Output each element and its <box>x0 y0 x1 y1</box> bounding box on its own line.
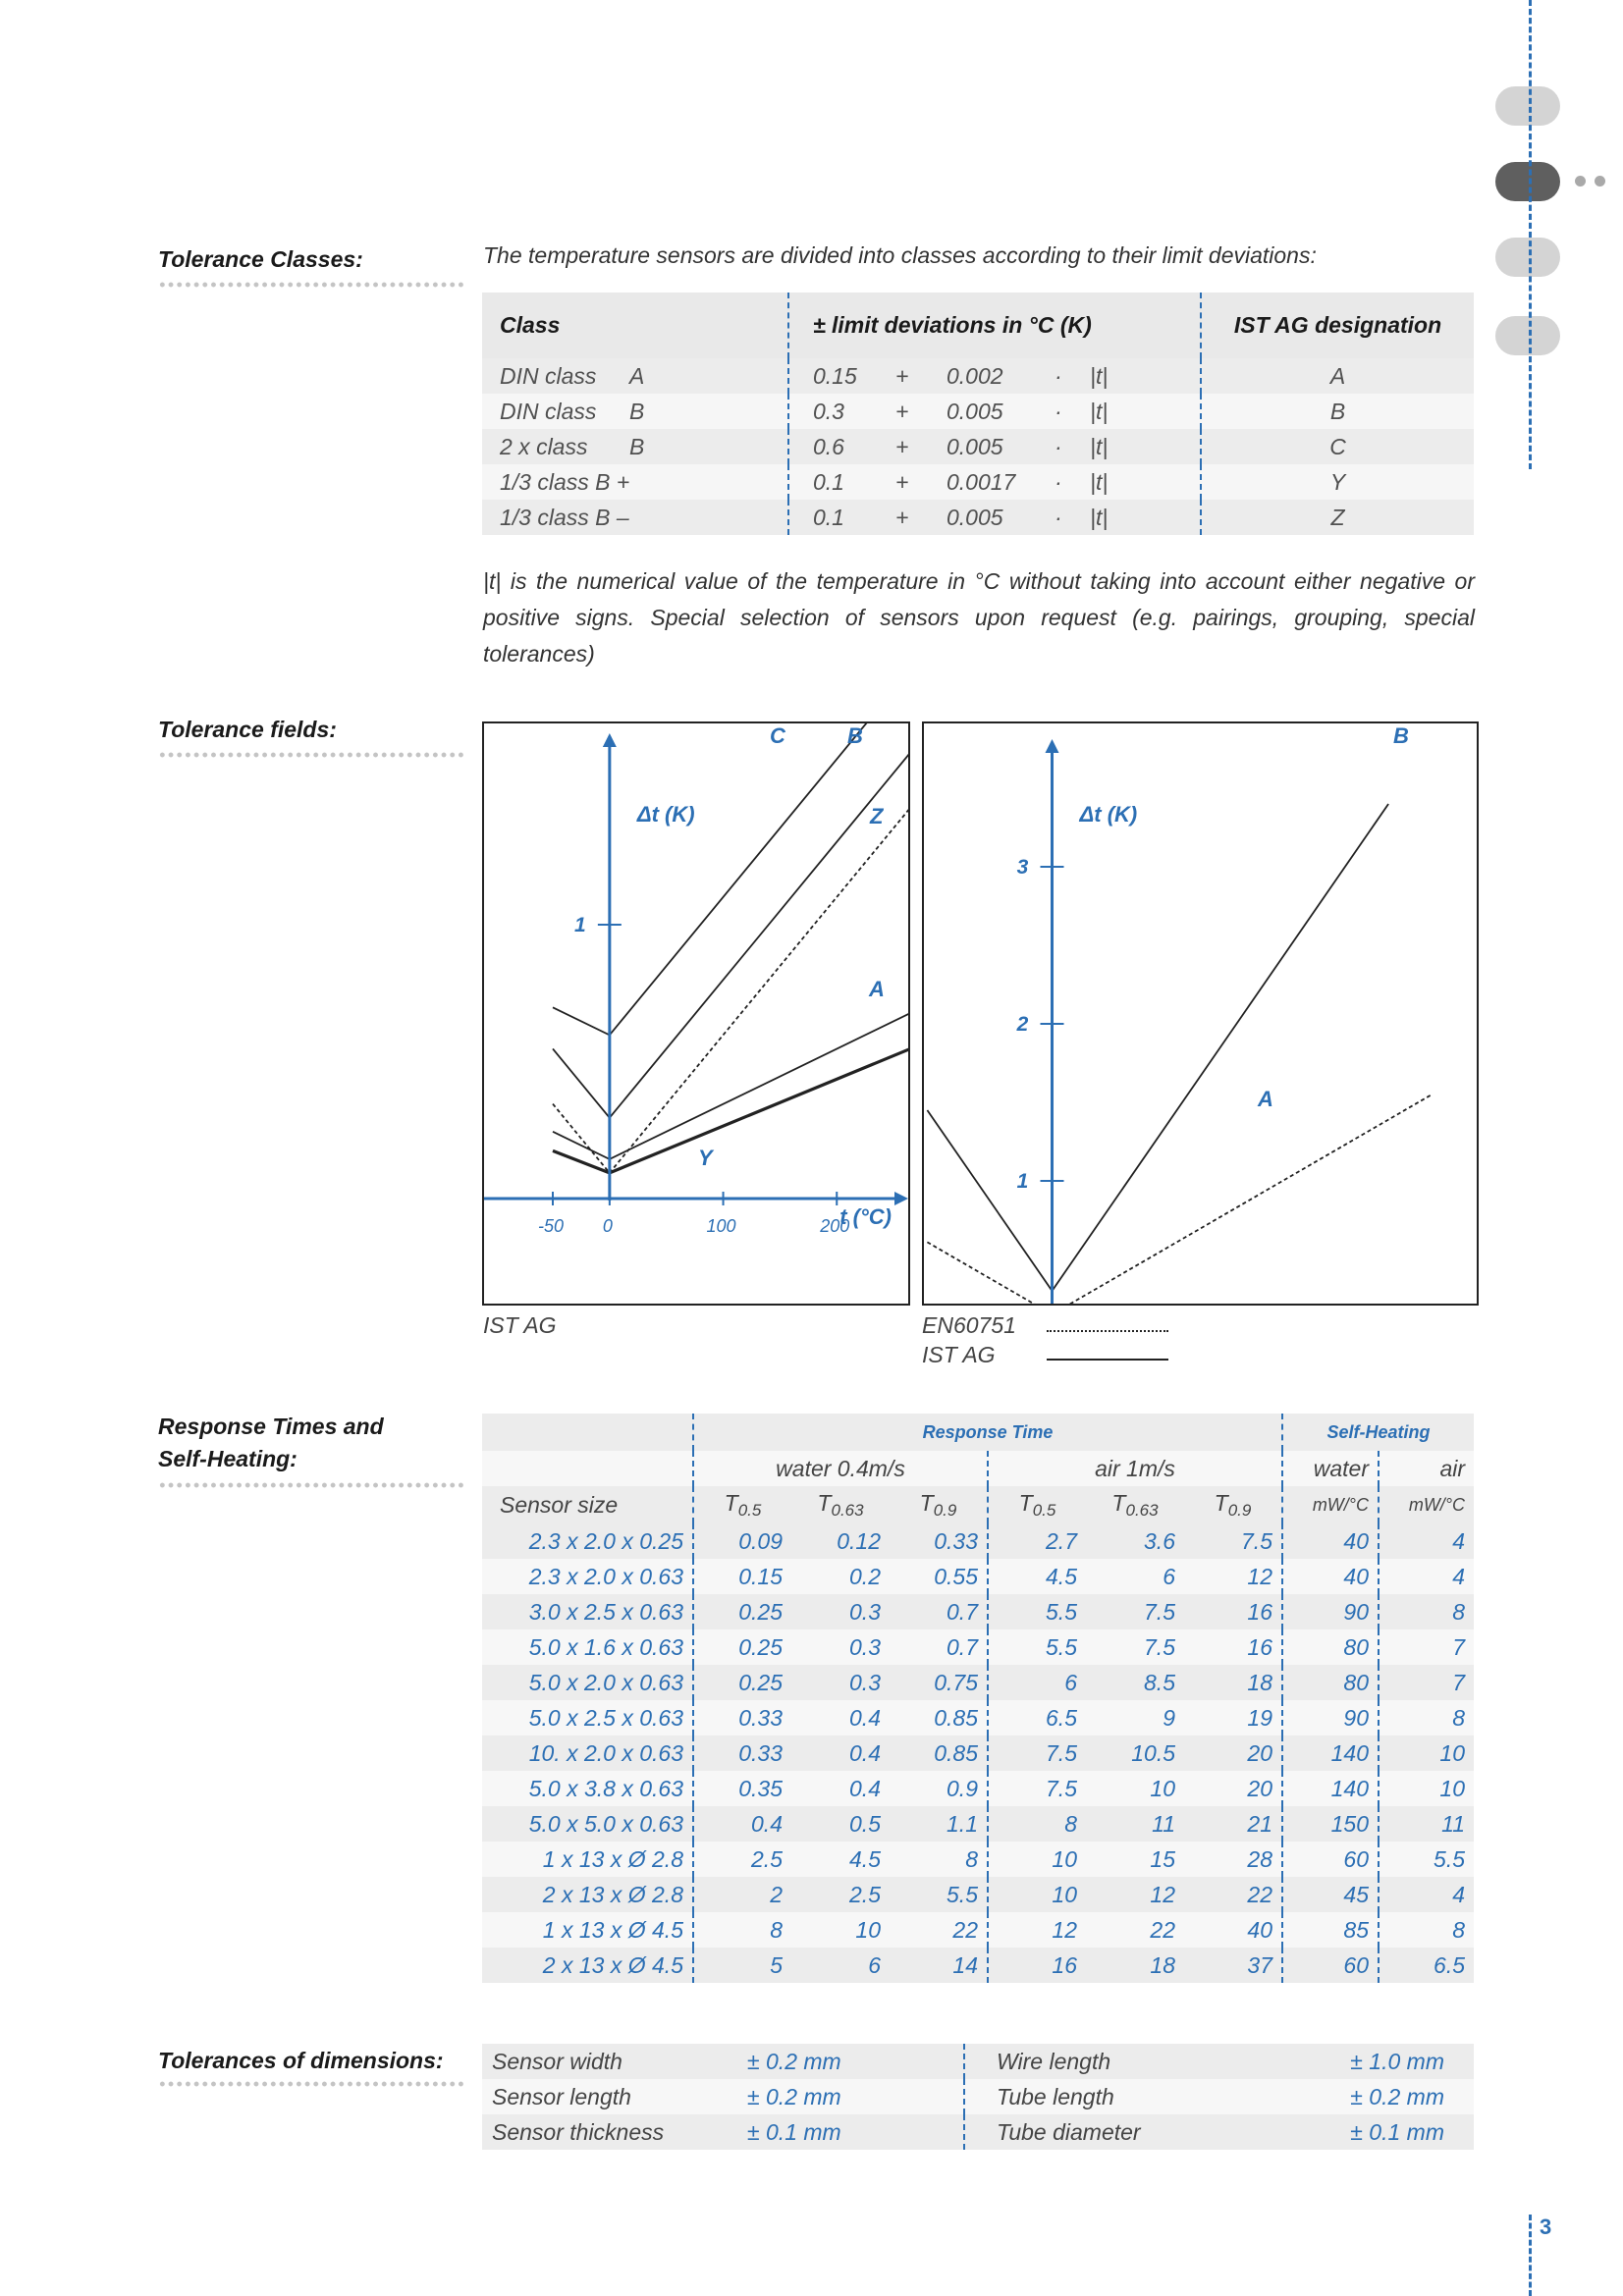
value-cell: 12 <box>1184 1559 1282 1594</box>
legend-istag-label: IST AG <box>922 1342 996 1367</box>
value-cell: 8 <box>770 1916 783 1943</box>
nav-pill-active <box>1495 162 1560 201</box>
page-number: 3 <box>1540 2215 1552 2239</box>
value-cell: 0.5 <box>849 1810 881 1837</box>
value-cell: 0.75 <box>890 1665 988 1700</box>
header-sensor-size: Sensor size <box>482 1486 693 1523</box>
t-subscript: 0.9 <box>933 1500 957 1520</box>
table-row <box>482 1806 1474 1842</box>
x-axis-label: t (°C) <box>839 1204 892 1229</box>
section-title-tolerance-classes: Tolerance Classes: <box>158 246 363 272</box>
dev-a: 0.1 <box>813 504 844 530</box>
sensor-size-cell: 2 x 13 x Ø 2.8 <box>482 1877 693 1912</box>
value-cell: 10 <box>1052 1881 1077 1907</box>
t-subscript: 0.63 <box>831 1500 864 1520</box>
class-table-body <box>482 358 1474 535</box>
value-cell: 40 <box>1282 1523 1379 1559</box>
value-cell: 0.2 <box>849 1563 881 1589</box>
value-cell: 40 <box>1282 1559 1379 1594</box>
value-cell: 22 <box>1150 1916 1175 1943</box>
value-cell: 7.5 <box>1144 1598 1175 1625</box>
y-axis-label: Δt (K) <box>1079 802 1138 827</box>
sensor-size-cell: 5.0 x 2.0 x 0.63 <box>482 1665 693 1700</box>
value-cell: 4.5 <box>1046 1563 1077 1589</box>
dev-dot: · <box>1055 398 1062 424</box>
table-row <box>482 1842 1474 1877</box>
value-cell: 60 <box>1282 1842 1379 1877</box>
sensor-size-cell: 1 x 13 x Ø 2.8 <box>482 1842 693 1877</box>
section-title-line1: Response Times and <box>158 1414 384 1439</box>
value-cell: 2.5 <box>849 1881 881 1907</box>
y-tick-label: 1 <box>1016 1170 1029 1193</box>
class-name: 2 x class <box>500 433 588 459</box>
y-axis-arrow <box>1046 739 1059 753</box>
sensor-size-cell: 10. x 2.0 x 0.63 <box>482 1735 693 1771</box>
x-axis-arrow <box>894 1192 908 1205</box>
value-cell: 5 <box>770 1951 783 1978</box>
value-cell: 0.85 <box>890 1700 988 1735</box>
class-table <box>482 293 1474 535</box>
value-cell: 7.5 <box>1144 1633 1175 1660</box>
dev-b: 0.005 <box>947 504 1003 530</box>
value-cell: 0.25 <box>738 1598 783 1625</box>
sensor-size-cell: 5.0 x 1.6 x 0.63 <box>482 1629 693 1665</box>
value-cell: 10 <box>1439 1775 1466 1801</box>
value-cell: 90 <box>1282 1700 1379 1735</box>
dimensions-table <box>482 2044 1474 2150</box>
nav-pill <box>1495 238 1560 277</box>
value-cell: 4 <box>1452 1881 1466 1907</box>
dim-label: Tube diameter <box>997 2118 1141 2145</box>
header-t-0.5 <box>693 1486 791 1523</box>
response-header-columns <box>482 1486 1474 1523</box>
section-title-tolerances-dimensions: Tolerances of dimensions: <box>158 2048 444 2073</box>
value-cell: 20 <box>1184 1735 1282 1771</box>
class-table-row <box>482 394 1474 429</box>
value-cell: 0.12 <box>837 1527 881 1554</box>
dim-label: Tube length <box>997 2083 1114 2109</box>
value-cell: 21 <box>1184 1806 1282 1842</box>
header-unit: mW/°C <box>1282 1486 1379 1523</box>
class-name: 1/3 class B + <box>500 468 630 495</box>
t-subscript: 0.63 <box>1125 1500 1159 1520</box>
legend-en60751-line <box>1047 1330 1168 1332</box>
section-divider <box>158 282 465 288</box>
header-self-heating: Self-Heating <box>1282 1414 1474 1451</box>
chart-right <box>922 721 1479 1306</box>
value-cell: 0.3 <box>849 1669 881 1695</box>
section-divider <box>158 752 465 758</box>
class-table-header <box>482 293 1474 358</box>
value-cell: 12 <box>1052 1916 1077 1943</box>
value-cell: 6.5 <box>1434 1951 1466 1978</box>
dev-t: |t| <box>1090 398 1109 424</box>
value-cell: 0.7 <box>890 1629 988 1665</box>
dim-value: ± 0.1 mm <box>1350 2118 1444 2145</box>
value-cell: 2.7 <box>1046 1527 1077 1554</box>
value-cell: 40 <box>1184 1912 1282 1948</box>
side-dashed-line-2 <box>1529 0 1532 469</box>
t-subscript: 0.5 <box>737 1500 762 1520</box>
dev-op: + <box>895 398 909 424</box>
nav-dot <box>1575 176 1586 187</box>
y-tick-label: 3 <box>1016 856 1029 879</box>
response-table-body <box>482 1523 1474 1983</box>
value-cell: 10 <box>1150 1775 1175 1801</box>
deviation-cell <box>789 500 1202 535</box>
value-cell: 10 <box>1439 1739 1466 1766</box>
value-cell: 0.09 <box>738 1527 783 1554</box>
class-table-row <box>482 429 1474 464</box>
value-cell: 7.5 <box>1046 1739 1077 1766</box>
value-cell: 60 <box>1282 1948 1379 1983</box>
response-header-group <box>482 1414 1474 1451</box>
deviation-cell <box>789 358 1202 394</box>
value-cell: 4 <box>1452 1527 1466 1554</box>
table-row <box>482 1877 1474 1912</box>
series-label-z: Z <box>870 804 884 828</box>
section-title-response-times <box>158 1411 384 1475</box>
class-name: 1/3 class B – <box>500 504 629 530</box>
value-cell: 19 <box>1184 1700 1282 1735</box>
y-axis-label: Δt (K) <box>636 802 695 827</box>
t-symbol: T <box>1111 1489 1126 1516</box>
dev-t: |t| <box>1090 362 1109 389</box>
value-cell: 80 <box>1282 1665 1379 1700</box>
dim-label: Wire length <box>997 2048 1111 2074</box>
class-table-row <box>482 464 1474 500</box>
designation-cell: Z <box>1330 504 1345 530</box>
response-header-medium <box>482 1451 1474 1486</box>
table-row <box>482 1594 1474 1629</box>
value-cell: 9 <box>1163 1704 1175 1731</box>
value-cell: 7 <box>1452 1669 1466 1695</box>
dev-dot: · <box>1055 504 1062 530</box>
class-name: DIN class <box>500 398 597 424</box>
value-cell: 7.5 <box>1184 1523 1282 1559</box>
value-cell: 6 <box>868 1951 881 1978</box>
dev-b: 0.0017 <box>947 468 1016 495</box>
series-label-c: C <box>770 723 785 748</box>
value-cell: 0.4 <box>751 1810 783 1837</box>
value-cell: 6.5 <box>1046 1704 1077 1731</box>
t-subscript: 0.5 <box>1032 1500 1056 1520</box>
value-cell: 1.1 <box>890 1806 988 1842</box>
dev-op: + <box>895 504 909 530</box>
dim-value: ± 0.2 mm <box>747 2079 965 2114</box>
header-t-0.9 <box>890 1486 988 1523</box>
class-letter: B <box>629 433 645 459</box>
class-table-row <box>482 358 1474 394</box>
legend-en60751-label: EN60751 <box>922 1312 1016 1338</box>
value-cell: 0.33 <box>890 1523 988 1559</box>
dim-value: ± 1.0 mm <box>1350 2048 1444 2074</box>
dimension-row <box>482 2044 1474 2079</box>
value-cell: 37 <box>1184 1948 1282 1983</box>
header-air: air 1m/s <box>988 1451 1282 1486</box>
header-sh-air: air <box>1379 1451 1474 1486</box>
deviation-cell <box>789 429 1202 464</box>
value-cell: 3.6 <box>1144 1527 1175 1554</box>
series-line-b <box>553 723 908 1118</box>
dim-value: ± 0.1 mm <box>747 2114 965 2150</box>
value-cell: 28 <box>1184 1842 1282 1877</box>
value-cell: 2.5 <box>751 1845 783 1872</box>
value-cell: 0.4 <box>849 1775 881 1801</box>
t-subscript: 0.9 <box>1227 1500 1252 1520</box>
value-cell: 5.5 <box>1434 1845 1466 1872</box>
value-cell: 85 <box>1282 1912 1379 1948</box>
header-t-0.63 <box>1086 1486 1184 1523</box>
value-cell: 8 <box>1452 1916 1466 1943</box>
value-cell: 0.33 <box>738 1739 783 1766</box>
deviation-cell <box>789 394 1202 429</box>
value-cell: 18 <box>1150 1951 1175 1978</box>
value-cell: 18 <box>1184 1665 1282 1700</box>
value-cell: 4 <box>1452 1563 1466 1589</box>
note-text: |t| is the numerical value of the temperature in °C without taking into account either negative or positive signs. Special selection of sensors upon request (e.g. pairings, grouping, special tolerances) <box>483 568 1475 667</box>
series-line-a <box>553 993 908 1159</box>
dev-op: + <box>895 362 909 389</box>
class-cell <box>482 429 789 464</box>
dev-a: 0.1 <box>813 468 844 495</box>
section-divider <box>158 1482 465 1488</box>
dev-b: 0.002 <box>947 362 1003 389</box>
value-cell: 8 <box>1452 1598 1466 1625</box>
response-table <box>482 1414 1474 1983</box>
value-cell: 22 <box>890 1912 988 1948</box>
dev-a: 0.15 <box>813 362 857 389</box>
designation-cell: B <box>1329 398 1346 424</box>
dev-t: |t| <box>1090 433 1109 459</box>
value-cell: 0.35 <box>738 1775 783 1801</box>
chart-right-svg <box>924 723 1477 1304</box>
legend-istag-line <box>1047 1359 1168 1361</box>
sensor-size-cell: 5.0 x 3.8 x 0.63 <box>482 1771 693 1806</box>
value-cell: 0.7 <box>890 1594 988 1629</box>
designation-cell: A <box>1329 362 1346 389</box>
value-cell: 150 <box>1282 1806 1379 1842</box>
series-line-b <box>927 804 1388 1291</box>
dimension-row <box>482 2079 1474 2114</box>
table-row <box>482 1559 1474 1594</box>
header-water: water 0.4m/s <box>693 1451 988 1486</box>
sensor-size-cell: 2.3 x 2.0 x 0.63 <box>482 1559 693 1594</box>
header-t-0.63 <box>791 1486 890 1523</box>
value-cell: 7 <box>1452 1633 1466 1660</box>
value-cell: 10.5 <box>1131 1739 1175 1766</box>
header-t-0.9 <box>1184 1486 1282 1523</box>
table-row <box>482 1771 1474 1806</box>
header-empty <box>482 1451 693 1486</box>
series-label-a: A <box>1258 1087 1273 1111</box>
value-cell: 7.5 <box>1046 1775 1077 1801</box>
value-cell: 16 <box>1184 1629 1282 1665</box>
class-table-row <box>482 500 1474 535</box>
nav-pill <box>1495 86 1560 126</box>
header-unit: mW/°C <box>1379 1486 1474 1523</box>
header-sh-water: water <box>1282 1451 1379 1486</box>
table-row <box>482 1948 1474 1983</box>
t-symbol: T <box>817 1489 832 1516</box>
value-cell: 11 <box>1152 1810 1175 1837</box>
value-cell: 12 <box>1150 1881 1175 1907</box>
t-symbol: T <box>1018 1489 1033 1516</box>
value-cell: 10 <box>1052 1845 1077 1872</box>
series-label-a: A <box>869 977 885 1001</box>
sensor-size-cell: 2.3 x 2.0 x 0.25 <box>482 1523 693 1559</box>
value-cell: 140 <box>1282 1771 1379 1806</box>
value-cell: 5.5 <box>1046 1633 1077 1660</box>
value-cell: 5.5 <box>890 1877 988 1912</box>
designation-cell: C <box>1329 433 1346 459</box>
t-symbol: T <box>724 1489 738 1516</box>
value-cell: 0.4 <box>849 1704 881 1731</box>
dev-op: + <box>895 433 909 459</box>
value-cell: 90 <box>1282 1594 1379 1629</box>
series-label-b: B <box>847 723 863 748</box>
dimension-row <box>482 2114 1474 2150</box>
sensor-size-cell: 1 x 13 x Ø 4.5 <box>482 1912 693 1948</box>
table-row <box>482 1912 1474 1948</box>
value-cell: 45 <box>1282 1877 1379 1912</box>
dev-dot: · <box>1055 433 1062 459</box>
series-line-y <box>553 1033 908 1173</box>
value-cell: 0.55 <box>890 1559 988 1594</box>
sensor-size-cell: 5.0 x 5.0 x 0.63 <box>482 1806 693 1842</box>
sensor-size-cell: 2 x 13 x Ø 4.5 <box>482 1948 693 1983</box>
t-symbol: T <box>919 1489 934 1516</box>
value-cell: 0.3 <box>849 1633 881 1660</box>
sensor-size-cell: 5.0 x 2.5 x 0.63 <box>482 1700 693 1735</box>
dev-a: 0.6 <box>813 433 844 459</box>
section-divider <box>158 2081 465 2087</box>
series-line-c <box>553 723 908 1035</box>
series-label-b: B <box>1393 723 1409 748</box>
class-cell <box>482 394 789 429</box>
series-line-a <box>927 1095 1432 1304</box>
dim-label: Sensor thickness <box>492 2118 665 2145</box>
table-row <box>482 1700 1474 1735</box>
value-cell: 8 <box>1064 1810 1077 1837</box>
header-response-time: Response Time <box>693 1414 1282 1451</box>
deviation-cell <box>789 464 1202 500</box>
value-cell: 0.85 <box>890 1735 988 1771</box>
value-cell: 140 <box>1282 1735 1379 1771</box>
dev-t: |t| <box>1090 504 1109 530</box>
table-row <box>482 1665 1474 1700</box>
value-cell: 6 <box>1163 1563 1175 1589</box>
section-title-tolerance-fields: Tolerance fields: <box>158 717 337 742</box>
class-cell <box>482 464 789 500</box>
x-tick-label: -50 <box>537 1216 565 1236</box>
value-cell: 6 <box>1064 1669 1077 1695</box>
dev-b: 0.005 <box>947 398 1003 424</box>
value-cell: 80 <box>1282 1629 1379 1665</box>
value-cell: 0.4 <box>849 1739 881 1766</box>
value-cell: 0.9 <box>890 1771 988 1806</box>
dev-b: 0.005 <box>947 433 1003 459</box>
value-cell: 0.3 <box>849 1598 881 1625</box>
value-cell: 14 <box>890 1948 988 1983</box>
chart-left-caption: IST AG <box>483 1312 557 1338</box>
section-title-line2: Self-Heating: <box>158 1446 298 1471</box>
dim-label: Sensor width <box>492 2048 622 2074</box>
chart-left-svg <box>484 723 908 1304</box>
designation-cell: Y <box>1329 468 1346 495</box>
chart-left <box>482 721 910 1306</box>
value-cell: 0.15 <box>738 1563 783 1589</box>
dim-label: Sensor length <box>492 2083 631 2109</box>
class-cell <box>482 500 789 535</box>
t-symbol: T <box>1214 1489 1228 1516</box>
sensor-size-cell: 3.0 x 2.5 x 0.63 <box>482 1594 693 1629</box>
table-row <box>482 1629 1474 1665</box>
header-class: Class <box>482 293 789 358</box>
value-cell: 8.5 <box>1144 1669 1175 1695</box>
y-tick-label: 2 <box>1016 1013 1029 1036</box>
x-tick-label: 0 <box>602 1216 613 1236</box>
value-cell: 15 <box>1150 1845 1175 1872</box>
table-row <box>482 1523 1474 1559</box>
header-designation: IST AG designation <box>1233 312 1442 338</box>
value-cell: 20 <box>1184 1771 1282 1806</box>
y-axis-arrow <box>603 733 617 747</box>
dev-a: 0.3 <box>813 398 844 424</box>
value-cell: 10 <box>855 1916 881 1943</box>
value-cell: 5.5 <box>1046 1598 1077 1625</box>
x-tick-label: 100 <box>706 1216 736 1236</box>
value-cell: 22 <box>1184 1877 1282 1912</box>
dev-t: |t| <box>1090 468 1109 495</box>
value-cell: 0.33 <box>738 1704 783 1731</box>
header-empty <box>482 1414 693 1451</box>
dim-value: ± 0.2 mm <box>747 2044 965 2079</box>
nav-dot <box>1595 176 1605 187</box>
x-tick-label: 200 <box>820 1216 850 1236</box>
class-cell <box>482 358 789 394</box>
nav-pill <box>1495 316 1560 355</box>
header-deviation: ± limit deviations in °C (K) <box>789 293 1202 358</box>
value-cell: 0.25 <box>738 1669 783 1695</box>
value-cell: 2 <box>770 1881 783 1907</box>
dev-dot: · <box>1055 468 1062 495</box>
series-label-y: Y <box>698 1146 713 1170</box>
class-letter: A <box>629 362 645 389</box>
value-cell: 11 <box>1441 1810 1466 1837</box>
dev-dot: · <box>1055 362 1062 389</box>
class-name: DIN class <box>500 362 597 389</box>
dev-op: + <box>895 468 909 495</box>
value-cell: 4.5 <box>849 1845 881 1872</box>
value-cell: 8 <box>890 1842 988 1877</box>
value-cell: 16 <box>1052 1951 1077 1978</box>
value-cell: 16 <box>1184 1594 1282 1629</box>
intro-text: The temperature sensors are divided into classes according to their limit deviations: <box>483 242 1317 268</box>
dim-value: ± 0.2 mm <box>1350 2083 1444 2109</box>
value-cell: 0.25 <box>738 1633 783 1660</box>
page-marker-line <box>1529 2215 1532 2296</box>
table-row <box>482 1735 1474 1771</box>
y-tick-label: 1 <box>574 914 586 936</box>
value-cell: 8 <box>1452 1704 1466 1731</box>
header-t-0.5 <box>988 1486 1086 1523</box>
class-letter: B <box>629 398 645 424</box>
